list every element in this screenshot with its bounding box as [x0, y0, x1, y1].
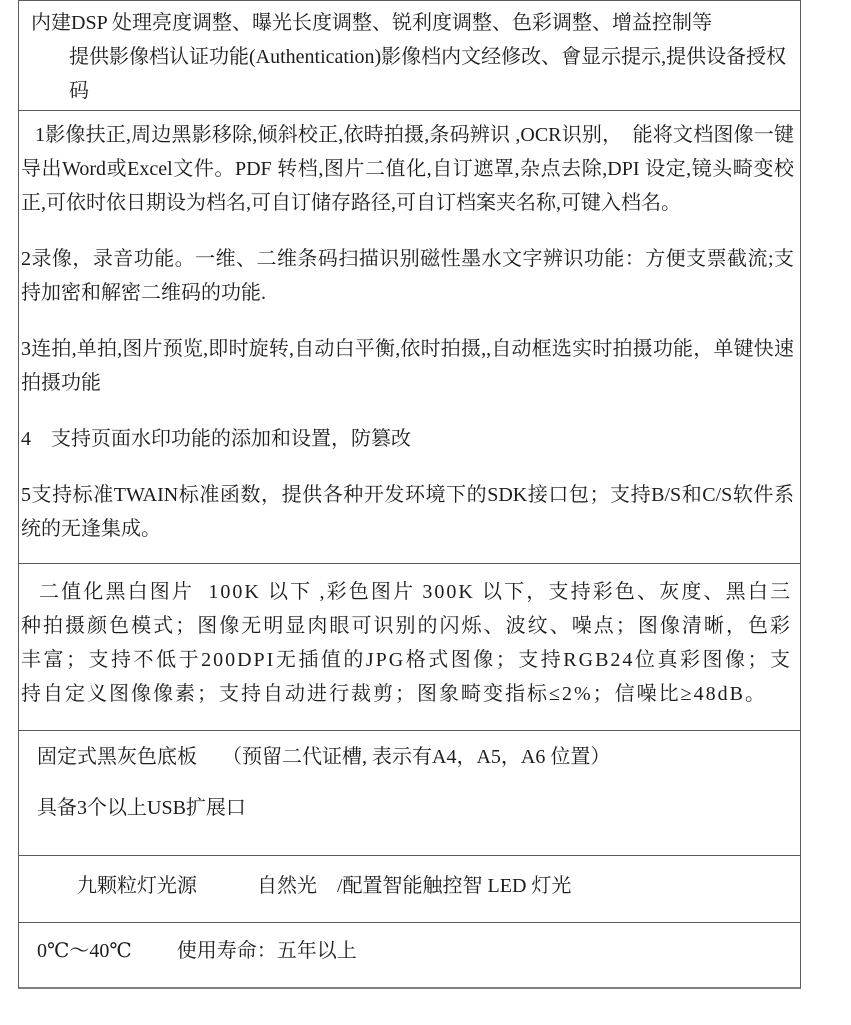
- function-item-2-recording-barcode: 2录像，录音功能。一维、二维条码扫描识别磁性墨水文字辨识功能：方便支票截流;支持加密和解密二维码的功能.: [21, 248, 794, 304]
- table-row-baseplate-usb: [19, 731, 800, 856]
- table-row-light-source: [19, 856, 800, 923]
- image-quality-spec-text: 二值化黑白图片 100K 以下 ,彩色图片 300K 以下，支持彩色、灰度、黑白三种拍摄颜色模式；图像无明显肉眼可识别的闪烁、波纹、噪点；图像清晰，色彩丰富；支持不低于200DPI无插值的JPG格式图像；支持RGB24位真彩图像；支持自定义图像像素；支持自动进行裁剪；图象畸变指标≤2%；信噪比≥48dB。: [21, 581, 792, 705]
- function-item-4-watermark: 4 支持页面水印功能的添加和设置，防篡改: [21, 428, 411, 450]
- light-source-spec-text: 九颗粒灯光源 自然光 /配置智能触控智 LED 灯光: [77, 875, 572, 897]
- spec-table: [18, 0, 801, 989]
- dsp-adjustment-text: 内建DSP 处理亮度调整、曝光长度调整、锐利度调整、色彩调整、增益控制等: [31, 12, 712, 34]
- function-item-3-shooting-modes: 3连拍,单拍,图片预览,即时旋转,自动白平衡,依时拍摄,,自动框选实时拍摄功能，单键快速拍摄功能: [21, 338, 794, 394]
- authentication-feature-text: 提供影像档认证功能(Authentication)影像档内文经修改、會显示提示,提供设备授权码: [69, 46, 787, 102]
- table-row-image-quality: [19, 564, 800, 731]
- baseplate-spec-text: 固定式黑灰色底板 （预留二代证槽, 表示有A4，A5，A6 位置）: [37, 746, 611, 768]
- temperature-lifespan-text: 0℃～40℃ 使用寿命：五年以上: [37, 940, 357, 962]
- table-row-software-functions: [19, 111, 800, 564]
- function-item-5-twain-sdk: 5支持标准TWAIN标准函数，提供各种开发环境下的SDK接口包；支持B/S和C/S软件系统的无逢集成。: [21, 484, 794, 540]
- function-item-1-image-correction: 1影像扶正,周边黑影移除,倾斜校正,依時拍摄,条码辨识 ,OCR识别， 能将文档图像一键导出Word或Excel文件。PDF 转档,图片二值化,自订遮罩,杂点去除,DPI 设定,镜头畸变校正,可依时依日期设为档名,可自订储存路径,可自订档案夹名称,可键入档名。: [21, 124, 794, 214]
- table-row-dsp-processing: [19, 1, 800, 111]
- table-row-operating-environment: [19, 923, 800, 987]
- usb-ports-spec-text: 具备3个以上USB扩展口: [37, 797, 246, 819]
